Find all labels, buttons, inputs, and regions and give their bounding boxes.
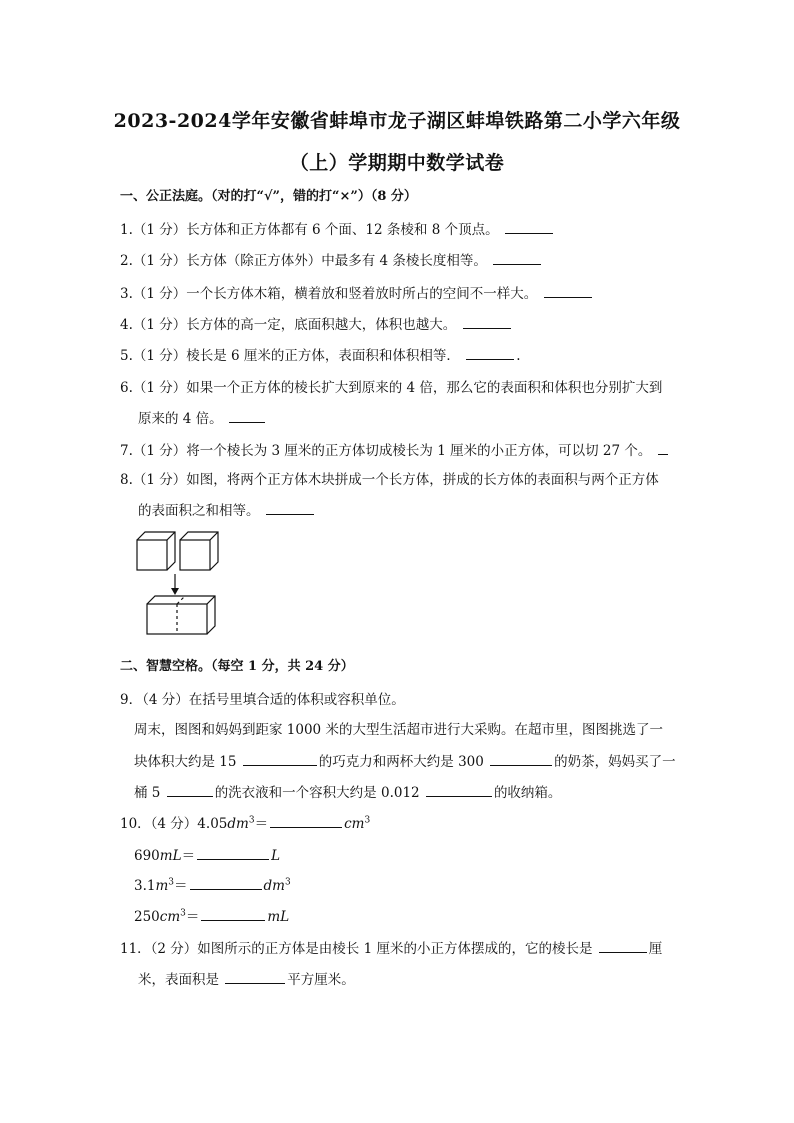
q10-l2-unit: mL [159, 848, 182, 864]
question-2 [120, 249, 543, 269]
question-3 [120, 282, 594, 302]
q10-l4-exp: 3 [180, 908, 186, 919]
answer-blank-5[interactable] [466, 347, 514, 360]
q10-unit-cm: cm [344, 816, 365, 832]
q9-text-b: 的巧克力和两杯大约是 300 [318, 754, 484, 770]
question-9-stem: 9．（4 分）在括号里填合适的体积或容积单位。 [120, 692, 405, 708]
q10-stem: 10．（4 分）4.05 [120, 816, 228, 832]
left-cube-front [137, 540, 167, 570]
q9-text-a: 块体积大约是 15 [134, 754, 237, 770]
answer-blank-11b[interactable] [225, 971, 285, 984]
q9-text-c: 的奶茶，妈妈买了一 [554, 754, 676, 770]
question-5 [120, 344, 521, 364]
q11-text-b: 厘 [648, 941, 663, 957]
answer-blank-10c[interactable] [190, 877, 262, 890]
q10-l2-unit2: L [271, 848, 281, 864]
question-10-line2 [134, 844, 280, 864]
section-heading-2: 二、智慧空格。（每空 1 分，共 24 分） [120, 659, 354, 674]
question-1-text: 1.（1 分）长方体和正方体都有 6 个面、12 条棱和 8 个顶点。 [120, 222, 499, 238]
q11-text-d: 平方厘米。 [287, 972, 355, 988]
question-11-line1 [120, 937, 662, 957]
question-11-line2 [138, 968, 355, 988]
answer-blank-10a[interactable] [270, 815, 342, 828]
question-6-line1: 6.（1 分）如果一个正方体的棱长扩大到原来的 4 倍，那么它的表面积和体积也分别扩大到 [120, 380, 663, 396]
q10-l4-num: 250 [134, 909, 160, 925]
question-8-line1: 8.（1 分）如图，将两个正方体木块拼成一个长方体，拼成的长方体的表面积与两个正方体 [120, 472, 659, 488]
question-4 [120, 313, 513, 333]
answer-blank-3[interactable] [544, 285, 592, 298]
question-10-line1 [120, 812, 370, 832]
question-10-line4 [134, 905, 289, 925]
question-3-text: 3.（1 分）一个长方体木箱，横着放和竖着放时所占的空间不一样大。 [120, 286, 538, 302]
answer-blank-8[interactable] [266, 502, 314, 515]
question-7 [120, 439, 670, 459]
cubes-figure [135, 528, 225, 640]
question-8-text: 的表面积之和相等。 [138, 503, 260, 519]
q9-text-f: 的收纳箱。 [493, 785, 562, 801]
answer-blank-9d[interactable] [426, 784, 492, 797]
page-title-line2: （上）学期期中数学试卷 [289, 152, 505, 174]
question-6-text: 原来的 4 倍。 [138, 411, 223, 427]
answer-blank-10d[interactable] [201, 908, 265, 921]
question-6-line2 [138, 407, 267, 427]
answer-blank-10b[interactable] [197, 847, 269, 860]
question-10-line3 [134, 874, 291, 894]
answer-blank-11a[interactable] [599, 940, 647, 953]
answer-blank-2[interactable] [493, 252, 541, 265]
cuboid-seam-top [177, 596, 185, 604]
answer-blank-4[interactable] [463, 316, 511, 329]
question-5-end: . [516, 348, 521, 364]
q10-l4-eq: ＝ [185, 909, 200, 925]
right-cube-edge [210, 532, 218, 540]
q10-eq: ＝ [254, 816, 269, 832]
q10-exp: 3 [248, 815, 255, 826]
q10-l4-unit2: mL [267, 909, 290, 925]
answer-blank-9b[interactable] [490, 753, 552, 766]
question-8-line2 [138, 499, 316, 519]
question-4-text: 4.（1 分）长方体的高一定，底面积越大，体积也越大。 [120, 317, 457, 333]
q10-l4-unit: cm [159, 909, 181, 925]
q11-text-a: 11．（2 分）如图所示的正方体是由棱长 1 厘米的小正方体摆成的，它的棱长是 [120, 941, 593, 957]
q10-l3-unit2: dm [263, 878, 285, 894]
answer-blank-7[interactable] [658, 442, 668, 455]
q11-text-c: 米，表面积是 [138, 972, 219, 988]
q10-l3-num: 3.1 [134, 878, 156, 894]
section-heading-1: 一、公正法庭。（对的打“√”，错的打“×”）（8 分） [120, 189, 417, 204]
answer-blank-9a[interactable] [243, 753, 317, 766]
question-9-paragraph-line3 [134, 781, 561, 801]
q10-l3-unit: m [155, 878, 169, 894]
q10-unit-dm: dm [227, 816, 249, 832]
question-1 [120, 218, 555, 238]
left-cube-edge [167, 532, 175, 540]
question-9-paragraph-line2 [134, 750, 676, 770]
q10-l2-eq: ＝ [181, 848, 196, 864]
question-5-text: 5.（1 分）棱长是 6 厘米的正方体，表面积和体积相等． [120, 348, 460, 364]
answer-blank-9c[interactable] [167, 784, 213, 797]
q10-l2-num: 690 [134, 848, 160, 864]
q10-exp-2: 3 [364, 815, 371, 826]
answer-blank-1[interactable] [505, 221, 553, 234]
question-7-text: 7.（1 分）将一个棱长为 3 厘米的正方体切成棱长为 1 厘米的小正方体，可以切 27 个。 [120, 443, 652, 459]
q9-text-d: 桶 5 [134, 785, 161, 801]
q10-l3-exp-2: 3 [284, 877, 291, 888]
q10-l3-eq: ＝ [174, 878, 188, 894]
answer-blank-6[interactable] [229, 410, 265, 423]
question-2-text: 2.（1 分）长方体（除正方体外）中最多有 4 条棱长度相等。 [120, 253, 487, 269]
arrow-head-icon [171, 588, 179, 595]
question-9-paragraph-line1: 周末，图图和妈妈到距家 1000 米的大型生活超市进行大采购。在超市里，图图挑选了一 [134, 722, 663, 738]
q9-text-e: 的洗衣液和一个容积大约是 0.012 [214, 785, 420, 801]
cuboid-top-side [147, 596, 215, 634]
cuboid-edge [207, 596, 215, 604]
page-title-line1: 2023-2024学年安徽省蚌埠市龙子湖区蚌埠铁路第二小学六年级 [113, 110, 681, 132]
q10-l3-exp: 3 [168, 877, 175, 888]
right-cube-front [180, 540, 210, 570]
